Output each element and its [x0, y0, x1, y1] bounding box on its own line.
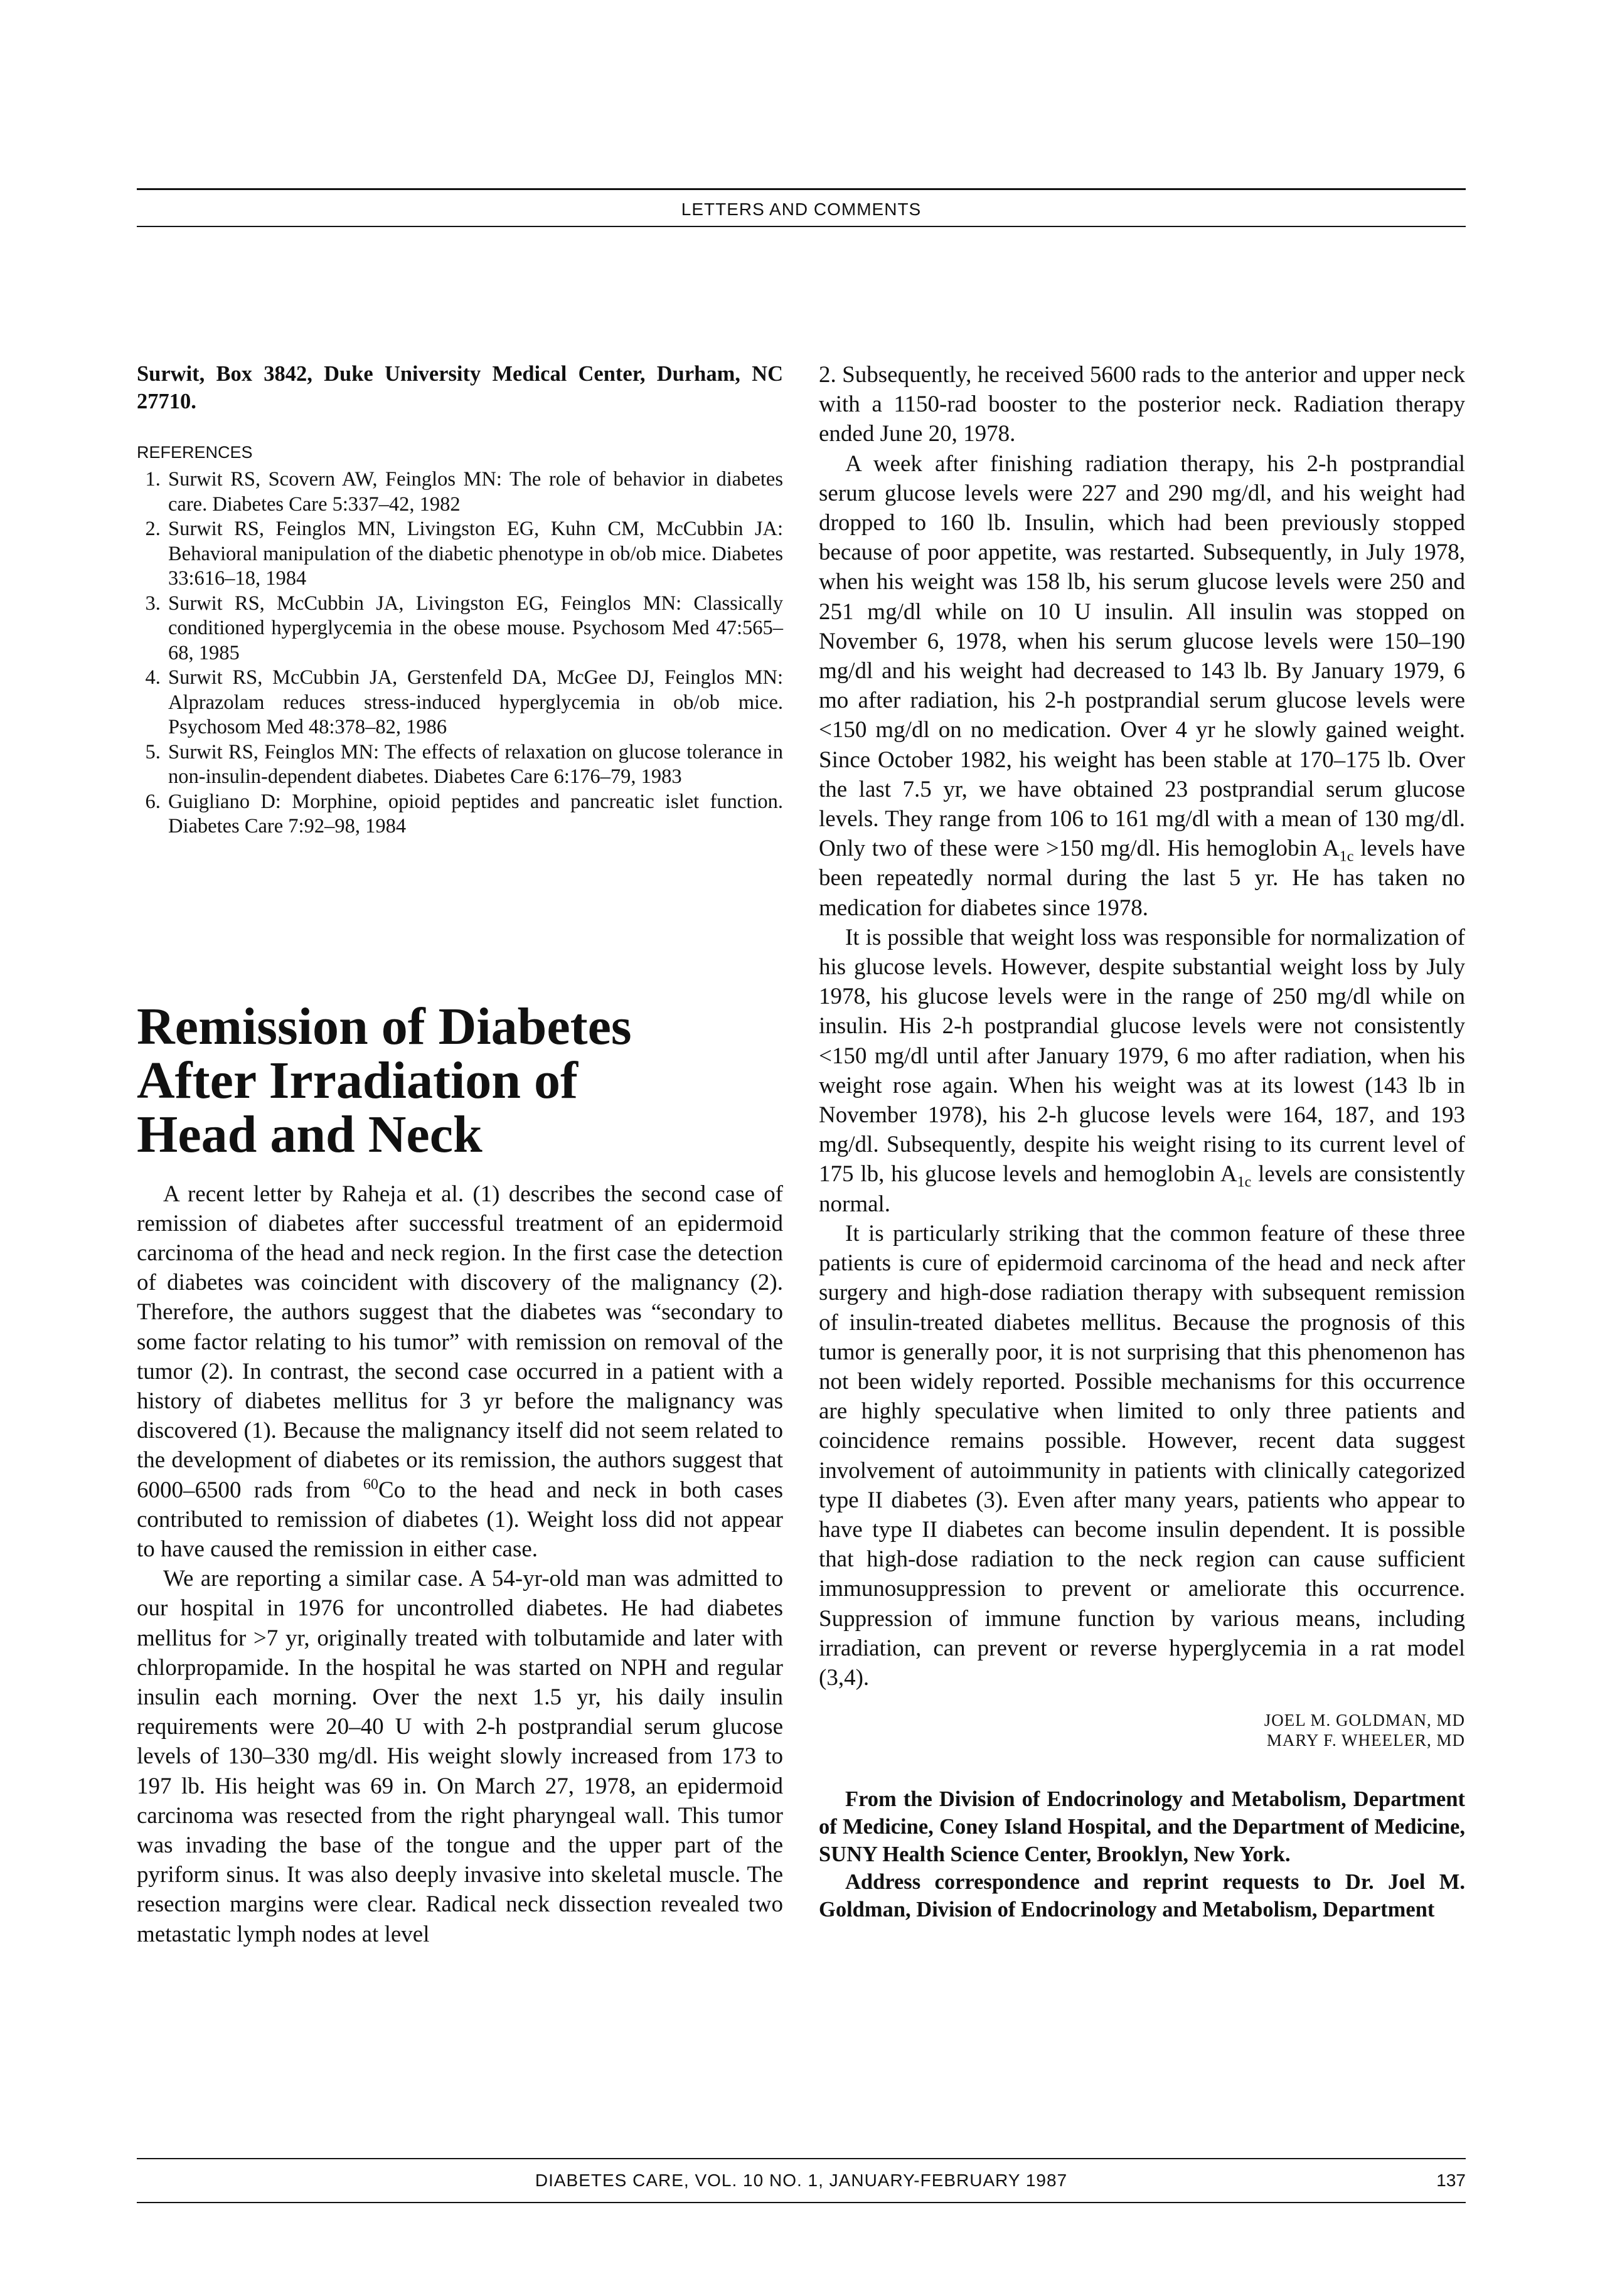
reference-item: 3. Surwit RS, McCubbin JA, Livingston EG, Feinglos MN: Classically conditioned hyperglycemia in the obese mouse. Psychosom Med 47:565–68, 1985 [166, 592, 783, 666]
body-paragraph: It is particularly striking that the common feature of these three patients is cure of epidermoid carcinoma of the head and neck after surgery and high-dose radiation therapy with subsequent remission of insulin-treated diabetes mellitus. Because the prognosis of this tumor is generally poor, it is not surprising that this phenomenon has not been widely reported. Possible mechanisms for this occurrence are highly speculative when limited to only three patients and coincidence remains possible. However, recent data suggest involvement of autoimmunity in patients with clinically categorized type II diabetes (3). Even after many years, patients who appear to have type II diabetes can become insulin dependent. It is possible that high-dose radiation to the neck region can cause sufficient immunosuppression to prevent or ameliorate this occurrence. Suppression of immune function by various means, including irradiation, can prevent or reverse hyperglycemia in a rat model (3,4). [819, 1220, 1465, 1691]
previous-letter-address: Surwit, Box 3842, Duke University Medical Center, Durham, NC 27710. [137, 362, 783, 413]
paragraph-text: levels are consistently normal. [819, 1161, 1465, 1217]
body-paragraph: We are reporting a similar case. A 54-yr-old man was admitted to our hospital in 1976 for uncontrolled diabetes. He had diabetes mellitus for >7 yr, originally treated with tolbutamide and later with chlorpropamide. In the hospital he was started on NPH and regular insulin each morning. Over the next 1.5 yr, his daily insulin requirements were 20–40 U with 2-h postprandial serum glucose levels of 130–330 mg/dl. His weight slowly increased from 173 to 197 lb. His height was 69 in. On March 27, 1978, an epidermoid carcinoma was resected from the right pharyngeal wall. This tumor was invading the base of the tongue and the upper part of the pyriform sinus. It was also deeply invasive into skeletal muscle. The resection margins were clear. Radical neck dissection revealed two metastatic lymph nodes at level [137, 1566, 783, 1947]
affiliation-note: From the Division of Endocrinology and Metabolism, Department of Medicine, Coney Island Hospital, and the Department of Medicine, SUNY Health Science Center, Brooklyn, New York. [819, 1787, 1465, 1867]
isotope-superscript: 60 [363, 1476, 378, 1493]
body-paragraph [819, 449, 1465, 923]
reference-item: 4. Surwit RS, McCubbin JA, Gerstenfeld DA, McGee DJ, Feinglos MN: Alprazolam reduces stress-induced hyperglycemia in ob/ob mice. Psychosom Med 48:378–82, 1986 [166, 666, 783, 740]
page-number: 137 [1436, 2171, 1466, 2190]
reference-item: 5. Surwit RS, Feinglos MN: The effects of relaxation on glucose tolerance in non-insulin-dependent diabetes. Diabetes Care 6:176–79, 1983 [166, 740, 783, 790]
title-line: After Irradiation of [137, 1051, 578, 1110]
body-paragraph-continued: 2. Subsequently, he received 5600 rads to the anterior and upper neck with a 1150-rad booster to the posterior neck. Radiation therapy ended June 20, 1978. [819, 362, 1465, 447]
references-heading: REFERENCES [137, 443, 253, 462]
reference-item: 6. Guigliano D: Morphine, opioid peptides and pancreatic islet function. Diabetes Care 7:92–98, 1984 [166, 790, 783, 839]
paragraph-text: levels have been repeatedly normal during the last 5 yr. He has taken no medication for diabetes since 1978. [819, 836, 1465, 921]
paragraph-text: A week after finishing radiation therapy, his 2-h postprandial serum glucose levels were 227 and 290 mg/dl, and his weight had dropped to 160 lb. Insulin, which had been previously stopped because of poor appetite, was restarted. Subsequently, in July 1978, when his weight was 158 lb, his serum glucose levels were 250 and 251 mg/dl while on 10 U insulin. All insulin was stopped on November 6, 1978, when his serum glucose levels were 150–190 mg/dl and his weight had decreased to 143 lb. By January 1979, 6 mo after radiation, his 2-h postprandial serum glucose levels were <150 mg/dl on no medication. Over 4 yr he slowly gained weight. Since October 1982, his weight has been stable at 170–175 lb. Over the last 7.5 yr, we have obtained 23 postprandial serum glucose levels. They range from 106 to 161 mg/dl with a mean of 130 mg/dl. Only two of these were >150 mg/dl. His hemoglobin A [819, 450, 1465, 862]
title-line: Head and Neck [137, 1105, 483, 1164]
left-column [137, 360, 783, 1949]
reference-list [137, 467, 783, 839]
body-paragraph [819, 923, 1465, 1219]
paragraph-text: A recent letter by Raheja et al. (1) describes the second case of remission of diabetes after successful treatment of an epidermoid carcinoma of the head and neck region. In the first case the detection of diabetes was coincident with discovery of the malignancy (2). Therefore, the authors suggest that the diabetes was “secondary to some factor relating to his tumor” with remission on removal of the tumor (2). In contrast, the second case occurred in a patient with a history of diabetes mellitus for 3 yr before the malignancy was discovered (1). Because the malignancy itself did not seem related to the development of diabetes or its remission, the authors suggest that 6000–6500 rads from [137, 1181, 783, 1503]
author-signature [819, 1710, 1465, 1750]
running-head: LETTERS AND COMMENTS [681, 199, 922, 219]
paragraph-text: Co to the head and neck in both cases contributed to remission of diabetes (1). Weight loss did not appear to have caused the remission in either case. [137, 1477, 783, 1562]
reference-item: 2. Surwit RS, Feinglos MN, Livingston EG, Kuhn CM, McCubbin JA: Behavioral manipulation of the diabetic phenotype in ob/ob mice. Diabetes 33:616–18, 1984 [166, 517, 783, 592]
footer-rule-bottom [137, 2202, 1466, 2203]
journal-citation: DIABETES CARE, VOL. 10 NO. 1, JANUARY-FEBRUARY 1987 [535, 2171, 1068, 2190]
header-rule-bottom [137, 226, 1466, 227]
article-title [137, 997, 783, 1164]
right-column [819, 360, 1465, 1923]
title-line: Remission of Diabetes [137, 997, 632, 1056]
footer-rule-top [137, 2158, 1466, 2159]
hba1c-subscript: 1c [1339, 848, 1354, 865]
author-name: MARY F. WHEELER, MD [1266, 1731, 1465, 1750]
correspondence-note: Address correspondence and reprint requests to Dr. Joel M. Goldman, Division of Endocrinology and Metabolism, Department [819, 1870, 1465, 1922]
header-rule-top [137, 188, 1466, 190]
paragraph-text: It is possible that weight loss was responsible for normalization of his glucose levels. However, despite substantial weight loss by July 1978, his glucose levels were in the range of 250 mg/dl while on insulin. His 2-h postprandial glucose levels were not consistently <150 mg/dl until after January 1979, 6 mo after radiation, when his weight rose again. When his weight was at its lowest (143 lb in November 1978), his 2-h glucose levels were 164, 187, and 193 mg/dl. Subsequently, despite his weight rising to its current level of 175 lb, his glucose levels and hemoglobin A [819, 924, 1465, 1188]
hba1c-subscript: 1c [1237, 1174, 1252, 1191]
reference-item: 1. Surwit RS, Scovern AW, Feinglos MN: The role of behavior in diabetes care. Diabetes Care 5:337–42, 1982 [166, 467, 783, 517]
body-paragraph [137, 1179, 783, 1565]
author-name: JOEL M. GOLDMAN, MD [1264, 1711, 1465, 1730]
